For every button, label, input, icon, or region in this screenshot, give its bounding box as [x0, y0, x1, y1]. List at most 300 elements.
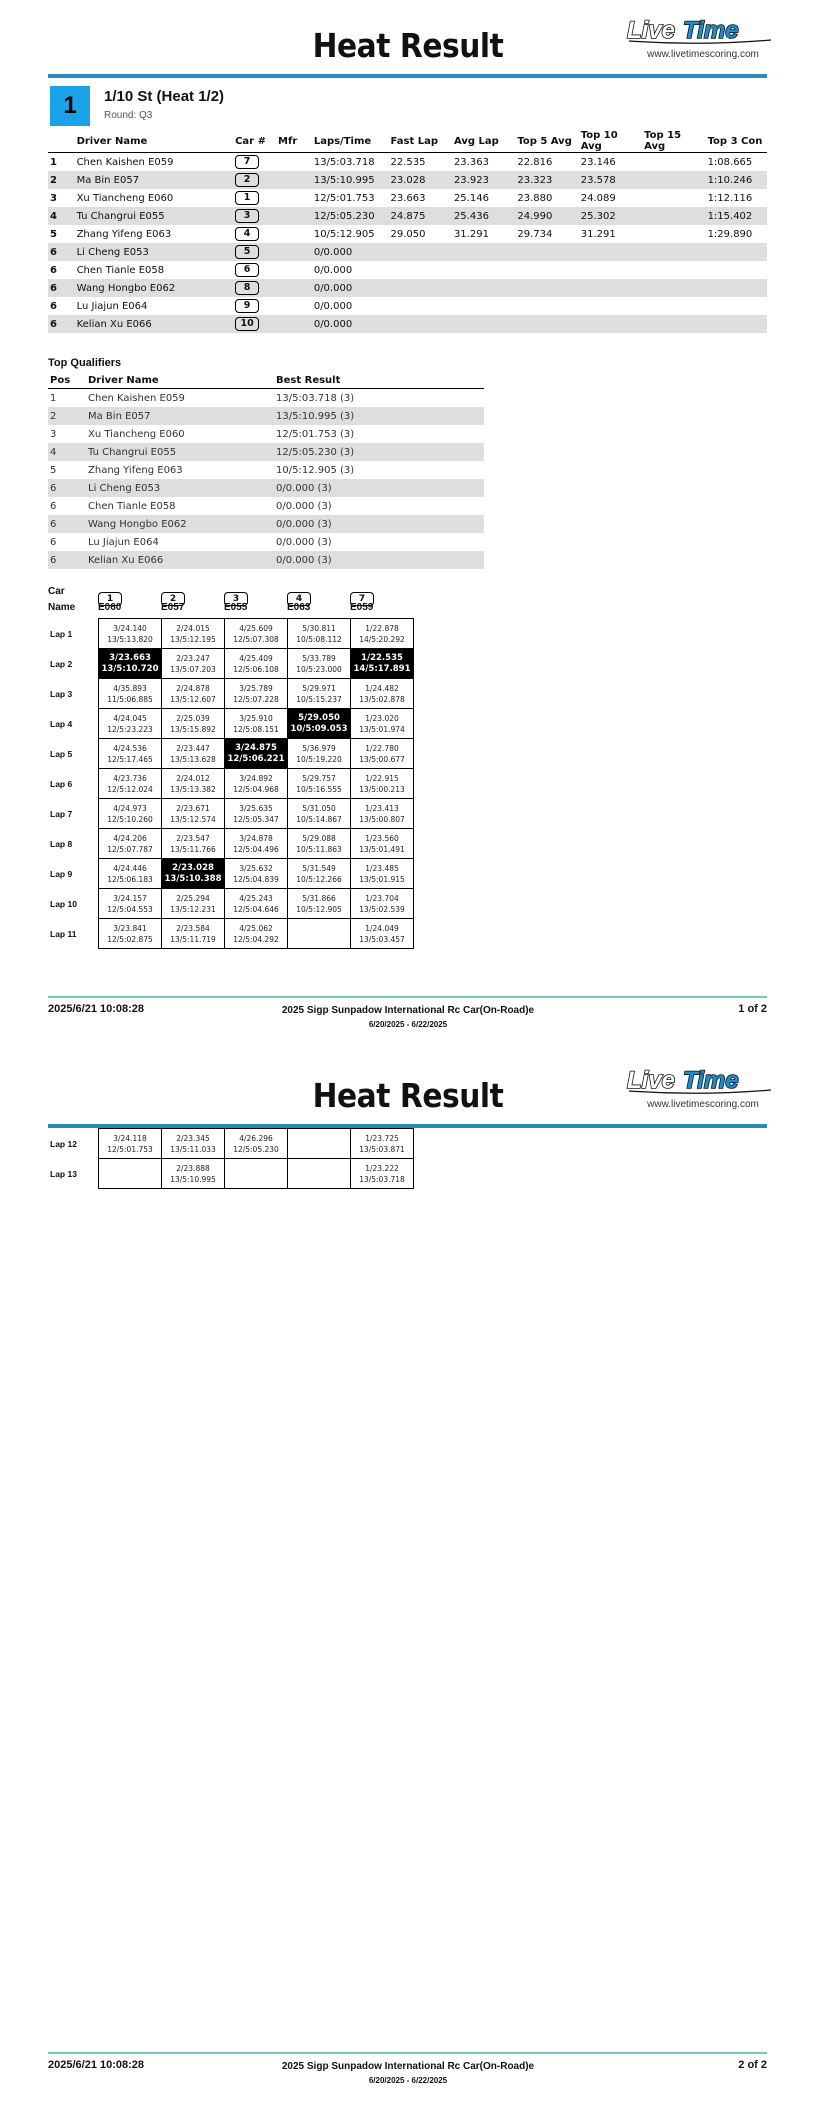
lap-position-time: 3/23.841 [113, 923, 147, 933]
result-value [642, 153, 705, 172]
qualifier-best-result: 0/0.000 (3) [274, 479, 484, 497]
lap-position-time: 4/24.045 [113, 713, 147, 723]
lap-cumulative: 13/5:15.892 [170, 724, 216, 734]
result-value: 23.323 [515, 171, 578, 189]
result-value [389, 243, 452, 261]
lap-cumulative: 13/5:11.766 [170, 844, 216, 854]
page-2 [0, 1056, 816, 2112]
result-value [515, 243, 578, 261]
car-number-badge: 4 [235, 227, 259, 241]
lap-position-time: 4/24.206 [113, 833, 147, 843]
lap-row [48, 769, 414, 799]
lap-cumulative: 12/5:06.183 [107, 874, 153, 884]
lap-cumulative: 13/5:13.382 [170, 784, 216, 794]
lap-cumulative: 13/5:01.491 [359, 844, 405, 854]
lap-chart-driver-code: E059 [350, 602, 374, 613]
lap-position-time: 3/24.878 [239, 833, 273, 843]
lap-cumulative: 10/5:12.266 [296, 874, 342, 884]
lap-row [48, 619, 414, 649]
lap-cumulative: 14/5:17.891 [353, 663, 411, 674]
logo-url: www.livetimescoring.com [647, 49, 759, 60]
lap-cell [351, 769, 414, 799]
lap-position-time: 5/31.866 [302, 893, 336, 903]
result-value: 22.816 [517, 156, 553, 168]
results-col-header: Mfr [276, 130, 312, 153]
lap-row [48, 709, 414, 739]
lap-cumulative: 12/5:04.646 [233, 904, 279, 914]
lap-cumulative: 12/5:01.753 [107, 1144, 153, 1154]
result-value: 1:08.665 [707, 156, 753, 168]
lap-position-time: 4/24.446 [113, 863, 147, 873]
lap-position-time: 1/24.482 [365, 683, 399, 693]
result-row [48, 171, 767, 189]
result-value: 24.990 [515, 207, 578, 225]
lap-cell [351, 619, 414, 649]
result-value: 23.363 [453, 156, 489, 168]
lap-cumulative: 12/5:07.228 [233, 694, 279, 704]
car-number-badge: 3 [224, 592, 248, 606]
qualifier-best-result: 0/0.000 (3) [276, 500, 332, 512]
result-car-number [233, 279, 276, 297]
lap-chart-grid [48, 618, 414, 949]
lap-cell-empty [288, 1159, 351, 1189]
result-row [48, 225, 767, 243]
lap-cell [288, 799, 351, 829]
result-value: 24.089 [580, 192, 616, 204]
lap-label: Lap 12 [50, 1138, 77, 1149]
car-number-badge: 9 [235, 299, 259, 313]
lap-cell [225, 1129, 288, 1159]
result-row [48, 279, 767, 297]
result-car-number [233, 243, 276, 261]
qualifier-position: 2 [48, 407, 86, 425]
lap-position-time: 3/24.892 [239, 773, 273, 783]
result-value [706, 279, 767, 297]
result-value [642, 279, 705, 297]
lap-cumulative: 13/5:01.974 [359, 724, 405, 734]
qualifier-position: 6 [48, 515, 86, 533]
result-value: 0/0.000 [312, 315, 389, 333]
lap-cumulative: 13/5:00.213 [359, 784, 405, 794]
result-row [48, 243, 767, 261]
result-position: 5 [50, 228, 57, 240]
tq-col-header: Driver Name [86, 372, 274, 389]
lap-cumulative: 13/5:13.820 [107, 634, 153, 644]
lap-cumulative: 10/5:16.555 [296, 784, 342, 794]
result-driver-name: Chen Kaishen E059 [76, 156, 174, 168]
lap-cumulative: 12/5:04.839 [233, 874, 279, 884]
lap-cell [288, 679, 351, 709]
heat-round: Round: Q3 [104, 110, 153, 121]
qualifier-best-result: 12/5:05.230 (3) [274, 443, 484, 461]
car-number-badge: 7 [350, 592, 374, 606]
lap-cumulative: 13/5:13.628 [170, 754, 216, 764]
result-value [515, 297, 578, 315]
footer-event-dates: 6/20/2025 - 6/22/2025 [368, 1020, 448, 1029]
result-value [452, 261, 515, 279]
result-value: 13/5:10.995 [312, 171, 389, 189]
qualifier-driver-name: Ma Bin E057 [86, 407, 274, 425]
result-car-number [233, 315, 276, 333]
lap-label: Lap 4 [50, 718, 73, 729]
lap-cumulative: 11/5:06.885 [107, 694, 153, 704]
result-value: 29.734 [517, 228, 553, 240]
car-number-badge: 1 [98, 592, 122, 606]
lap-position-time: 4/25.243 [239, 893, 273, 903]
lap-cell [162, 829, 225, 859]
qualifier-driver-name: Kelian Xu E066 [86, 551, 274, 569]
result-value [579, 315, 642, 333]
result-car-number [233, 207, 276, 225]
qualifier-row [48, 479, 484, 497]
lap-cumulative: 12/5:05.347 [233, 814, 279, 824]
page-title: Heat Result [312, 1076, 504, 1115]
lap-label: Lap 7 [50, 808, 73, 819]
lap-cell [225, 709, 288, 739]
result-value: 23.578 [579, 171, 642, 189]
result-value [276, 153, 312, 172]
svg-text:Time: Time [683, 1067, 739, 1094]
lap-cell [351, 829, 414, 859]
lap-cumulative: 13/5:03.871 [359, 1144, 405, 1154]
lap-position-time: 1/23.222 [365, 1163, 399, 1173]
lap-cell-empty [99, 1159, 162, 1189]
lap-cell [162, 649, 225, 679]
lap-cell-empty [225, 1159, 288, 1189]
lap-cell [288, 739, 351, 769]
car-number-badge: 3 [235, 209, 259, 223]
lap-cumulative: 12/5:07.308 [233, 634, 279, 644]
lap-cell [162, 619, 225, 649]
result-value [389, 279, 452, 297]
lap-row [48, 919, 414, 949]
car-number-badge: 1 [235, 191, 259, 205]
result-driver-name: Chen Tianle E058 [76, 264, 165, 276]
qualifier-row [48, 425, 484, 443]
qualifier-position: 4 [48, 443, 86, 461]
result-driver-name: Li Cheng E053 [75, 243, 234, 261]
result-driver-name: Lu Jiajun E064 [76, 300, 148, 312]
lap-cell [99, 709, 162, 739]
lap-position-time: 1/23.485 [365, 863, 399, 873]
heat-number-badge: 1 [50, 86, 90, 126]
lap-chart-driver-code: E055 [224, 602, 248, 613]
lap-row [48, 889, 414, 919]
result-value: 29.050 [390, 228, 426, 240]
lap-position-time: 3/24.157 [113, 893, 147, 903]
lap-cell [162, 739, 225, 769]
car-number-badge: 4 [287, 592, 311, 606]
result-value [642, 315, 705, 333]
lap-cell [162, 1129, 225, 1159]
lap-cell [351, 889, 414, 919]
lap-cumulative: 13/5:12.231 [170, 904, 216, 914]
lap-cell [162, 889, 225, 919]
result-car-number [233, 153, 276, 172]
car-number-badge: 2 [161, 592, 185, 606]
lap-chart-car-label: Car [48, 586, 65, 597]
qualifier-row [48, 551, 484, 569]
results-col-header: Top 5 Avg [515, 130, 578, 153]
result-value [276, 297, 312, 315]
lap-position-time: 4/25.609 [239, 623, 273, 633]
lap-cell [225, 859, 288, 889]
lap-cell [99, 889, 162, 919]
footer-event-name: 2025 Sigp Sunpadow International Rc Car(On-Road)e [281, 1005, 535, 1016]
lap-position-time: 3/25.789 [239, 683, 273, 693]
lap-row [48, 679, 414, 709]
result-value: 1:29.890 [707, 228, 753, 240]
result-value [389, 261, 452, 279]
tq-col-header: Pos [48, 372, 86, 389]
lap-cell [351, 739, 414, 769]
lap-cell-empty [288, 919, 351, 949]
lap-position-time: 1/23.413 [365, 803, 399, 813]
lap-cell [288, 889, 351, 919]
lap-cumulative: 12/5:07.787 [107, 844, 153, 854]
qualifier-driver-name: Xu Tiancheng E060 [88, 428, 185, 440]
lap-cumulative: 13/5:10.388 [164, 873, 222, 884]
result-driver-name: Zhang Yifeng E063 [76, 228, 172, 240]
result-row [48, 315, 767, 333]
result-value [642, 297, 705, 315]
result-value [452, 279, 515, 297]
lap-cumulative: 12/5:06.108 [233, 664, 279, 674]
lap-label: Lap 9 [50, 868, 73, 879]
lap-label: Lap 5 [50, 748, 73, 759]
result-value [276, 225, 312, 243]
result-car-number [233, 297, 276, 315]
lap-position-time: 2/24.878 [176, 683, 210, 693]
lap-cumulative: 13/5:11.033 [170, 1144, 216, 1154]
header-rule [48, 74, 767, 78]
lap-cell [99, 919, 162, 949]
result-driver-name: Tu Changrui E055 [75, 207, 234, 225]
qualifier-best-result: 13/5:03.718 (3) [276, 392, 355, 404]
lap-cell [99, 739, 162, 769]
lap-cell-fastest [99, 649, 162, 679]
footer-timestamp: 2025/6/21 10:08:28 [48, 2059, 145, 2071]
lap-cell [225, 679, 288, 709]
lap-cumulative: 12/5:04.553 [107, 904, 153, 914]
result-value: 25.146 [453, 192, 489, 204]
livetime-logo [625, 1066, 775, 1094]
lap-cell [162, 679, 225, 709]
result-value: 10/5:12.905 [313, 228, 375, 240]
results-col-header: Fast Lap [389, 130, 452, 153]
lap-cell [351, 679, 414, 709]
lap-position-time: 2/25.294 [176, 893, 210, 903]
lap-cumulative: 13/5:01.915 [359, 874, 405, 884]
result-value: 1:15.402 [706, 207, 767, 225]
logo-url: www.livetimescoring.com [647, 1099, 759, 1110]
lap-position-time: 5/29.050 [298, 712, 340, 723]
result-driver-name: Kelian Xu E066 [75, 315, 234, 333]
lap-position-time: 5/33.789 [302, 653, 336, 663]
lap-position-time: 2/23.247 [176, 653, 210, 663]
qualifier-position: 3 [50, 428, 57, 440]
qualifier-driver-name: Tu Changrui E055 [86, 443, 274, 461]
qualifier-best-result: 0/0.000 (3) [274, 551, 484, 569]
result-value: 1:10.246 [706, 171, 767, 189]
svg-text:Time: Time [683, 17, 739, 44]
result-value [276, 207, 312, 225]
lap-cell [288, 769, 351, 799]
lap-cumulative: 13/5:03.457 [359, 934, 405, 944]
result-driver-name: Ma Bin E057 [75, 171, 234, 189]
result-value [579, 261, 642, 279]
lap-label: Lap 11 [50, 928, 77, 939]
qualifier-position: 6 [50, 500, 57, 512]
result-row [48, 261, 767, 279]
lap-cell-fastest [162, 859, 225, 889]
results-header-row [48, 130, 767, 153]
lap-cumulative: 13/5:11.719 [170, 934, 216, 944]
top-qualifiers-heading: Top Qualifiers [48, 357, 122, 369]
lap-cell [99, 829, 162, 859]
result-value: 31.291 [580, 228, 616, 240]
lap-cell [351, 859, 414, 889]
result-position: 3 [50, 192, 57, 204]
result-value: 0/0.000 [312, 243, 389, 261]
footer-rule [48, 2052, 767, 2054]
lap-row [48, 1159, 414, 1189]
qualifier-position: 1 [50, 392, 57, 404]
result-car-number [233, 225, 276, 243]
qualifier-driver-name: Lu Jiajun E064 [88, 536, 159, 548]
lap-cumulative: 12/5:17.465 [107, 754, 153, 764]
lap-position-time: 2/25.039 [176, 713, 210, 723]
car-number-badge: 8 [235, 281, 259, 295]
lap-cumulative: 13/5:07.203 [170, 664, 216, 674]
lap-cell [225, 769, 288, 799]
lap-cell [288, 829, 351, 859]
lap-position-time: 2/24.015 [176, 623, 210, 633]
lap-cumulative: 13/5:00.677 [359, 754, 405, 764]
lap-cell-fastest [351, 649, 414, 679]
lap-position-time: 1/22.535 [361, 652, 403, 663]
result-value: 12/5:05.230 [312, 207, 389, 225]
result-value: 0/0.000 [313, 300, 353, 312]
result-row [48, 189, 767, 207]
result-value: 22.535 [390, 156, 426, 168]
result-value [276, 315, 312, 333]
qualifier-best-result: 12/5:01.753 (3) [276, 428, 355, 440]
lap-row [48, 649, 414, 679]
lap-cell [288, 649, 351, 679]
qualifier-driver-name: Chen Kaishen E059 [88, 392, 185, 404]
result-value: 31.291 [453, 228, 489, 240]
lap-cell [162, 709, 225, 739]
qualifier-row [48, 443, 484, 461]
lap-cumulative: 13/5:03.718 [359, 1174, 405, 1184]
lap-position-time: 2/23.547 [176, 833, 210, 843]
lap-cell [162, 799, 225, 829]
result-value [452, 243, 515, 261]
results-col-header [48, 130, 75, 153]
result-row [48, 297, 767, 315]
lap-row [48, 799, 414, 829]
lap-cumulative: 10/5:23.000 [296, 664, 342, 674]
qualifier-best-result: 0/0.000 (3) [276, 536, 332, 548]
qualifier-driver-name: Chen Tianle E058 [88, 500, 176, 512]
footer-rule [48, 996, 767, 998]
lap-position-time: 1/23.704 [365, 893, 399, 903]
footer-page-number: 2 of 2 [738, 2059, 767, 2071]
lap-cell [288, 619, 351, 649]
lap-cell [225, 829, 288, 859]
result-value [579, 297, 642, 315]
lap-chart-driver-code: E057 [161, 602, 185, 613]
lap-cell [351, 919, 414, 949]
result-value [579, 279, 642, 297]
result-position: 4 [48, 207, 75, 225]
lap-cumulative: 10/5:08.112 [296, 634, 342, 644]
lap-position-time: 4/25.062 [239, 923, 273, 933]
car-number-badge: 6 [235, 263, 259, 277]
lap-cumulative: 12/5:02.875 [107, 934, 153, 944]
lap-cumulative: 12/5:10.260 [107, 814, 153, 824]
lap-position-time: 2/24.012 [176, 773, 210, 783]
lap-cumulative: 10/5:15.237 [296, 694, 342, 704]
result-driver-name: Wang Hongbo E062 [75, 279, 234, 297]
result-value: 13/5:03.718 [313, 156, 375, 168]
result-position: 2 [48, 171, 75, 189]
result-value [515, 315, 578, 333]
lap-cumulative: 12/5:08.151 [233, 724, 279, 734]
lap-cumulative: 12/5:05.230 [233, 1144, 279, 1154]
result-value [452, 315, 515, 333]
lap-cell [225, 919, 288, 949]
lap-cumulative: 12/5:23.223 [107, 724, 153, 734]
lap-cumulative: 13/5:12.195 [170, 634, 216, 644]
results-col-header: Driver Name [75, 130, 234, 153]
qualifier-position: 6 [50, 536, 57, 548]
result-value: 23.663 [390, 192, 426, 204]
lap-label: Lap 1 [50, 628, 73, 639]
page-title: Heat Result [312, 26, 504, 65]
top-qualifiers-table [48, 372, 484, 569]
result-value [276, 171, 312, 189]
results-col-header: Avg Lap [452, 130, 515, 153]
lap-cumulative: 12/5:12.024 [107, 784, 153, 794]
qualifier-driver-name: Zhang Yifeng E063 [88, 464, 183, 476]
lap-position-time: 4/25.409 [239, 653, 273, 663]
result-value: 24.875 [389, 207, 452, 225]
result-value [276, 243, 312, 261]
lap-chart-grid-continued [48, 1128, 414, 1189]
result-value [642, 225, 705, 243]
lap-position-time: 1/23.020 [365, 713, 399, 723]
lap-cell [162, 769, 225, 799]
result-value: 23.146 [580, 156, 616, 168]
car-number-badge: 10 [235, 317, 259, 331]
result-position: 6 [48, 243, 75, 261]
result-value: 23.028 [389, 171, 452, 189]
lap-cell [225, 889, 288, 919]
lap-position-time: 3/24.118 [113, 1133, 147, 1143]
lap-position-time: 5/29.971 [302, 683, 336, 693]
lap-position-time: 1/23.560 [365, 833, 399, 843]
result-value [706, 297, 767, 315]
lap-row [48, 1129, 414, 1159]
lap-cell [225, 649, 288, 679]
result-value [389, 297, 452, 315]
lap-label: Lap 6 [50, 778, 73, 789]
lap-position-time: 5/29.088 [302, 833, 336, 843]
result-value [452, 297, 515, 315]
lap-cumulative: 12/5:04.968 [233, 784, 279, 794]
